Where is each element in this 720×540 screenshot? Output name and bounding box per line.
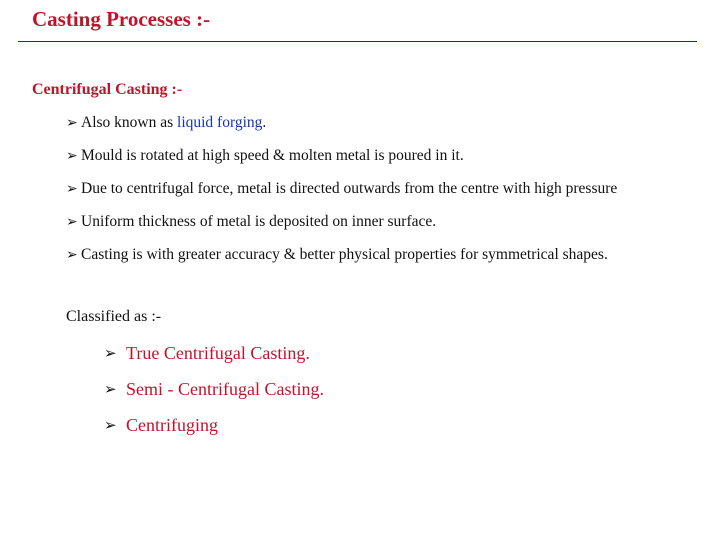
bullet-item [66, 179, 617, 212]
bullet-item [66, 212, 617, 245]
arrow-bullet-icon: ➢ [104, 416, 117, 434]
arrow-bullet-icon: ➢ [66, 214, 78, 230]
classification-item [104, 414, 324, 450]
bullet-text: Casting is with greater accuracy & better physical properties for symmetrical shapes. [81, 246, 608, 263]
bullet-text: Also known as liquid forging. [81, 114, 267, 131]
title-divider [18, 41, 697, 42]
arrow-bullet-icon: ➢ [66, 115, 78, 131]
bullet-list [66, 113, 617, 278]
classification-text: Centrifuging [126, 415, 218, 435]
classified-label: Classified as :- [66, 308, 162, 325]
arrow-bullet-icon: ➢ [66, 148, 78, 164]
slide-title: Casting Processes :- [32, 7, 211, 31]
arrow-bullet-icon: ➢ [104, 380, 117, 398]
bullet-item [66, 146, 617, 179]
classification-item [104, 342, 324, 378]
classification-list [104, 342, 324, 450]
section-heading: Centrifugal Casting :- [32, 81, 183, 98]
arrow-bullet-icon: ➢ [66, 181, 78, 197]
classification-item [104, 378, 324, 414]
classification-text: Semi - Centrifugal Casting. [126, 379, 324, 399]
bullet-text: Uniform thickness of metal is deposited on inner surface. [81, 213, 437, 230]
bullet-item [66, 245, 617, 278]
bullet-text: Mould is rotated at high speed & molten metal is poured in it. [81, 147, 464, 164]
highlighted-term: liquid forging [177, 114, 263, 131]
arrow-bullet-icon: ➢ [66, 247, 78, 263]
arrow-bullet-icon: ➢ [104, 344, 117, 362]
bullet-item [66, 113, 617, 146]
bullet-text: Due to centrifugal force, metal is directed outwards from the centre with high pressure [81, 180, 618, 197]
classification-text: True Centrifugal Casting. [126, 343, 310, 363]
